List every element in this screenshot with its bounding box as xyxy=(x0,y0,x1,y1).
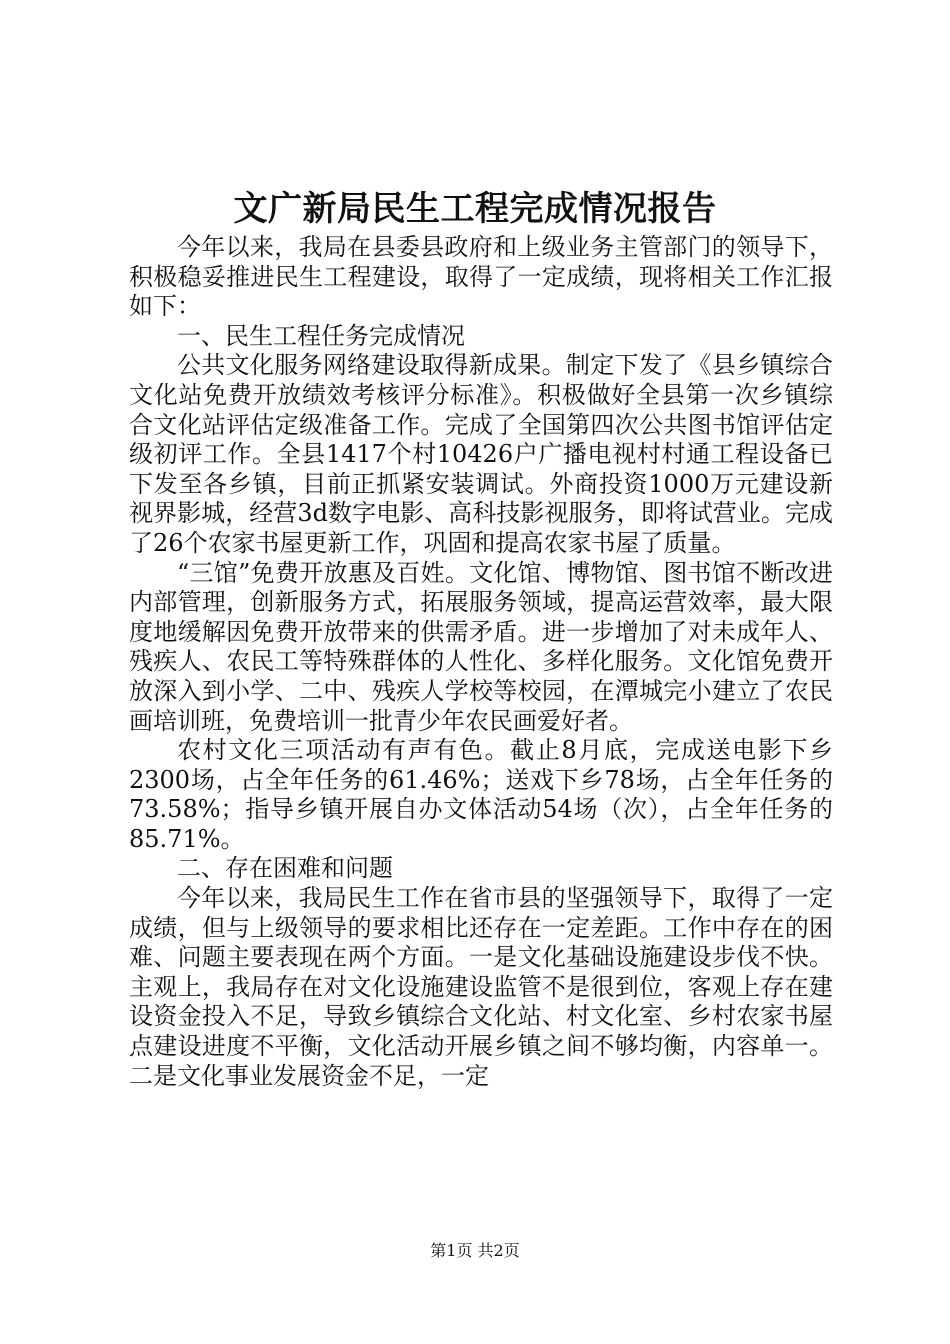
paragraph-intro: 今年以来，我局在县委县政府和上级业务主管部门的领导下，积极稳妥推进民生工程建设，取得了一定成绩，现将相关工作汇报如下： xyxy=(129,233,833,321)
document-body xyxy=(129,233,833,1091)
paragraph-public-culture: 公共文化服务网络建设取得新成果。制定下发了《县乡镇综合文化站免费开放绩效考核评分标准》。积极做好全县第一次乡镇综合文化站评估定级准备工作。完成了全国第四次公共图书馆评估定级初评工作。全县1417个村10426户广播电视村村通工程设备已下发至各乡镇，目前正抓紧安装调试。外商投资1000万元建设新视界影城，经营3d数字电影、高科技影视服务，即将试营业。完成了26个农家书屋更新工作，巩固和提高农家书屋了质量。 xyxy=(129,351,833,557)
section-heading-1: 一、民生工程任务完成情况 xyxy=(177,321,465,350)
page-number-footer: 第1页 共2页 xyxy=(430,1241,520,1260)
paragraph-rural-culture: 农村文化三项活动有声有色。截止8月底，完成送电影下乡2300场，占全年任务的61.46%；送戏下乡78场，占全年任务的73.58%；指导乡镇开展自办文体活动54场（次），占全年任务的85.71%。 xyxy=(129,736,833,853)
paragraph-three-museums: “三馆”免费开放惠及百姓。文化馆、博物馆、图书馆不断改进内部管理，创新服务方式，拓展服务领域，提高运营效率，最大限度地缓解因免费开放带来的供需矛盾。进一步增加了对未成年人、残疾人、农民工等特殊群体的人性化、多样化服务。文化馆免费开放深入到小学、二中、残疾人学校等校园，在潭城完小建立了农民画培训班，免费培训一批青少年农民画爱好者。 xyxy=(129,558,833,735)
paragraph-problems: 今年以来，我局民生工作在省市县的坚强领导下，取得了一定成绩，但与上级领导的要求相比还存在一定差距。工作中存在的困难、问题主要表现在两个方面。一是文化基础设施建设步伐不快。主观上，我局存在对文化设施建设监管不是很到位，客观上存在建设资金投入不足，导致乡镇综合文化站、村文化室、乡村农家书屋点建设进度不平衡，文化活动开展乡镇之间不够均衡，内容单一。二是文化事业发展资金不足，一定 xyxy=(129,884,833,1090)
document-title: 文广新局民生工程完成情况报告 xyxy=(233,189,717,229)
section-heading-2: 二、存在困难和问题 xyxy=(177,854,393,883)
